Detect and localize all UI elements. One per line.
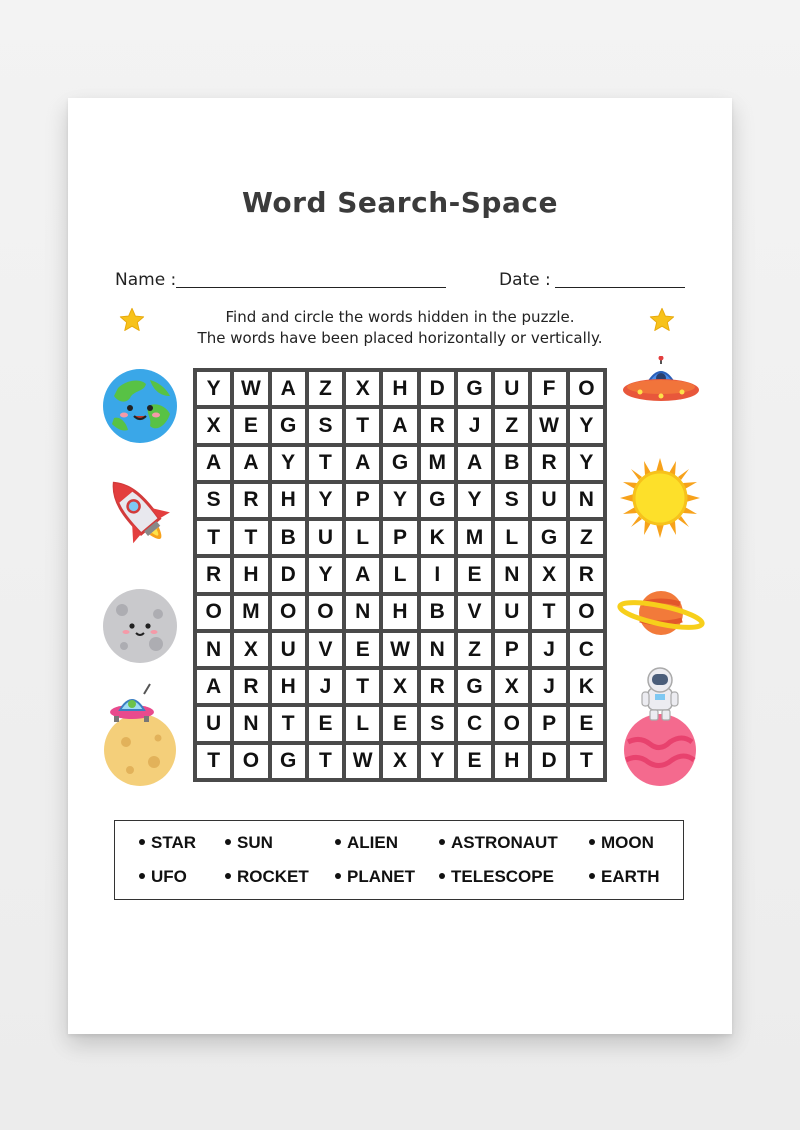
astronaut-planet-icon xyxy=(620,666,700,788)
grid-cell[interactable]: Y xyxy=(272,447,305,480)
grid-cell[interactable]: Y xyxy=(570,409,603,442)
grid-cell[interactable]: E xyxy=(458,558,491,591)
grid-cell[interactable]: N xyxy=(421,633,454,666)
grid-cell[interactable]: M xyxy=(421,447,454,480)
grid-cell[interactable]: O xyxy=(197,596,230,629)
grid-cell[interactable]: R xyxy=(234,484,267,517)
word-list-item xyxy=(139,867,187,887)
grid-cell[interactable]: A xyxy=(272,372,305,405)
grid-cell[interactable]: N xyxy=(570,484,603,517)
grid-cell[interactable]: M xyxy=(458,521,491,554)
grid-cell[interactable]: S xyxy=(309,409,342,442)
grid-cell[interactable]: E xyxy=(383,707,416,740)
grid-cell[interactable]: R xyxy=(421,670,454,703)
grid-cell[interactable]: P xyxy=(383,521,416,554)
grid-cell[interactable]: R xyxy=(570,558,603,591)
grid-cell[interactable]: B xyxy=(272,521,305,554)
grid-cell[interactable]: G xyxy=(458,372,491,405)
bullet-icon xyxy=(439,839,445,845)
grid-cell[interactable]: H xyxy=(383,372,416,405)
bullet-icon xyxy=(335,839,341,845)
bullet-icon xyxy=(589,873,595,879)
grid-cell[interactable]: X xyxy=(197,409,230,442)
grid-cell[interactable]: S xyxy=(197,484,230,517)
grid-cell[interactable]: T xyxy=(346,409,379,442)
grid-cell[interactable]: F xyxy=(532,372,565,405)
grid-cell[interactable]: D xyxy=(272,558,305,591)
grid-cell[interactable]: A xyxy=(197,670,230,703)
grid-cell[interactable]: L xyxy=(495,521,528,554)
grid-cell[interactable]: U xyxy=(272,633,305,666)
grid-cell[interactable]: R xyxy=(532,447,565,480)
grid-cell[interactable]: U xyxy=(197,707,230,740)
word-list-item xyxy=(439,867,554,887)
grid-cell[interactable]: I xyxy=(421,558,454,591)
alien-planet-icon xyxy=(100,682,180,786)
grid-cell[interactable]: P xyxy=(346,484,379,517)
grid-cell[interactable]: T xyxy=(309,745,342,778)
grid-cell[interactable]: Z xyxy=(570,521,603,554)
grid-cell[interactable]: L xyxy=(346,707,379,740)
grid-cell[interactable]: K xyxy=(570,670,603,703)
grid-cell[interactable]: G xyxy=(272,409,305,442)
saturn-icon xyxy=(616,582,706,644)
grid-cell[interactable]: H xyxy=(272,484,305,517)
word-list-item xyxy=(335,867,415,887)
bullet-icon xyxy=(439,873,445,879)
grid-cell[interactable]: G xyxy=(421,484,454,517)
grid-cell[interactable]: U xyxy=(532,484,565,517)
bullet-icon xyxy=(225,873,231,879)
grid-cell[interactable]: U xyxy=(495,596,528,629)
grid-cell[interactable]: W xyxy=(383,633,416,666)
grid-cell[interactable]: D xyxy=(532,745,565,778)
grid-cell[interactable]: D xyxy=(421,372,454,405)
grid-cell[interactable]: O xyxy=(234,745,267,778)
grid-cell[interactable]: W xyxy=(532,409,565,442)
grid-cell[interactable]: G xyxy=(532,521,565,554)
grid-cell[interactable]: X xyxy=(383,745,416,778)
grid-cell[interactable]: G xyxy=(458,670,491,703)
bullet-icon xyxy=(225,839,231,845)
grid-cell[interactable]: E xyxy=(458,745,491,778)
grid-cell[interactable]: E xyxy=(234,409,267,442)
word-label: ASTRONAUT xyxy=(451,833,558,852)
word-list-item xyxy=(589,833,654,853)
bullet-icon xyxy=(589,839,595,845)
grid-cell[interactable]: Z xyxy=(309,372,342,405)
bullet-icon xyxy=(335,873,341,879)
grid-cell[interactable]: G xyxy=(272,745,305,778)
grid-cell[interactable]: L xyxy=(383,558,416,591)
grid-cell[interactable]: X xyxy=(495,670,528,703)
grid-cell[interactable]: W xyxy=(234,372,267,405)
grid-cell[interactable]: E xyxy=(346,633,379,666)
grid-cell[interactable]: R xyxy=(421,409,454,442)
grid-cell[interactable]: N xyxy=(346,596,379,629)
grid-cell[interactable]: H xyxy=(272,670,305,703)
star-icon xyxy=(648,306,676,334)
grid-cell[interactable]: O xyxy=(272,596,305,629)
grid-cell[interactable]: T xyxy=(346,670,379,703)
grid-cell[interactable]: H xyxy=(495,745,528,778)
word-list-item xyxy=(225,833,273,853)
word-label: TELESCOPE xyxy=(451,867,554,886)
grid-cell[interactable]: R xyxy=(234,670,267,703)
date-label: Date : xyxy=(499,270,551,290)
grid-cell[interactable]: O xyxy=(309,596,342,629)
grid-cell[interactable]: X xyxy=(532,558,565,591)
grid-cell[interactable]: Y xyxy=(309,484,342,517)
grid-cell[interactable]: N xyxy=(495,558,528,591)
instruction-line-2: The words have been placed horizontally or vertically. xyxy=(197,329,603,347)
grid-cell[interactable]: O xyxy=(570,596,603,629)
date-field[interactable] xyxy=(555,287,685,288)
worksheet-page xyxy=(68,98,732,1034)
grid-cell[interactable]: J xyxy=(532,633,565,666)
page-title: Word Search-Space xyxy=(242,186,558,219)
grid-cell[interactable]: A xyxy=(346,558,379,591)
grid-cell[interactable]: S xyxy=(495,484,528,517)
grid-cell[interactable]: A xyxy=(458,447,491,480)
grid-cell[interactable]: T xyxy=(532,596,565,629)
grid-cell[interactable]: L xyxy=(346,521,379,554)
grid-cell[interactable]: T xyxy=(197,521,230,554)
grid-cell[interactable]: K xyxy=(421,521,454,554)
word-label: ALIEN xyxy=(347,833,398,852)
grid-cell[interactable]: V xyxy=(309,633,342,666)
moon-icon xyxy=(100,586,180,666)
grid-cell[interactable]: U xyxy=(309,521,342,554)
grid-cell[interactable]: A xyxy=(346,447,379,480)
grid-cell[interactable]: Y xyxy=(570,447,603,480)
grid-cell[interactable]: A xyxy=(383,409,416,442)
word-label: UFO xyxy=(151,867,187,886)
grid-cell[interactable]: M xyxy=(234,596,267,629)
grid-cell[interactable]: H xyxy=(383,596,416,629)
grid-cell[interactable]: Y xyxy=(458,484,491,517)
star-icon xyxy=(118,306,146,334)
grid-cell[interactable]: Y xyxy=(383,484,416,517)
word-label: STAR xyxy=(151,833,197,852)
grid-cell[interactable]: A xyxy=(234,447,267,480)
instruction-line-1: Find and circle the words hidden in the puzzle. xyxy=(225,308,575,326)
grid-cell[interactable]: B xyxy=(495,447,528,480)
grid-cell[interactable]: C xyxy=(458,707,491,740)
name-label: Name : xyxy=(115,270,177,290)
grid-cell[interactable]: R xyxy=(197,558,230,591)
word-list-item xyxy=(335,833,398,853)
word-list-item xyxy=(439,833,558,853)
grid-cell[interactable]: O xyxy=(570,372,603,405)
word-label: PLANET xyxy=(347,867,415,886)
grid-cell[interactable]: T xyxy=(272,707,305,740)
ufo-icon xyxy=(620,356,702,416)
grid-cell[interactable]: W xyxy=(346,745,379,778)
name-field[interactable] xyxy=(176,287,446,288)
grid-cell[interactable]: Z xyxy=(458,633,491,666)
grid-cell[interactable]: X xyxy=(383,670,416,703)
word-list-item xyxy=(139,833,196,853)
word-label: MOON xyxy=(601,833,654,852)
grid-cell[interactable]: C xyxy=(570,633,603,666)
grid-cell[interactable]: O xyxy=(495,707,528,740)
word-search-grid xyxy=(193,368,607,782)
grid-cell[interactable]: Y xyxy=(421,745,454,778)
sun-icon xyxy=(618,456,702,540)
grid-cell[interactable]: V xyxy=(458,596,491,629)
grid-cell[interactable]: H xyxy=(234,558,267,591)
word-label: EARTH xyxy=(601,867,660,886)
word-list-box xyxy=(114,820,684,900)
grid-cell[interactable]: J xyxy=(532,670,565,703)
grid-cell[interactable]: E xyxy=(570,707,603,740)
rocket-icon xyxy=(98,470,182,558)
grid-cell[interactable]: X xyxy=(346,372,379,405)
bullet-icon xyxy=(139,839,145,845)
grid-cell[interactable]: N xyxy=(234,707,267,740)
grid-cell[interactable]: Z xyxy=(495,409,528,442)
grid-cell[interactable]: A xyxy=(197,447,230,480)
grid-cell[interactable]: P xyxy=(532,707,565,740)
grid-cell[interactable]: T xyxy=(197,745,230,778)
grid-cell[interactable]: U xyxy=(495,372,528,405)
word-list-item xyxy=(225,867,309,887)
earth-icon xyxy=(100,366,180,446)
grid-cell[interactable]: J xyxy=(458,409,491,442)
grid-cell[interactable]: B xyxy=(421,596,454,629)
grid-cell[interactable]: E xyxy=(309,707,342,740)
bullet-icon xyxy=(139,873,145,879)
grid-cell[interactable]: T xyxy=(234,521,267,554)
grid-cell[interactable]: T xyxy=(309,447,342,480)
word-label: ROCKET xyxy=(237,867,309,886)
grid-cell[interactable]: Y xyxy=(197,372,230,405)
grid-cell[interactable]: N xyxy=(197,633,230,666)
grid-cell[interactable]: X xyxy=(234,633,267,666)
grid-cell[interactable]: P xyxy=(495,633,528,666)
grid-cell[interactable]: G xyxy=(383,447,416,480)
word-label: SUN xyxy=(237,833,273,852)
grid-cell[interactable]: S xyxy=(421,707,454,740)
word-list-item xyxy=(589,867,660,887)
grid-cell[interactable]: Y xyxy=(309,558,342,591)
grid-cell[interactable]: J xyxy=(309,670,342,703)
grid-cell[interactable]: T xyxy=(570,745,603,778)
